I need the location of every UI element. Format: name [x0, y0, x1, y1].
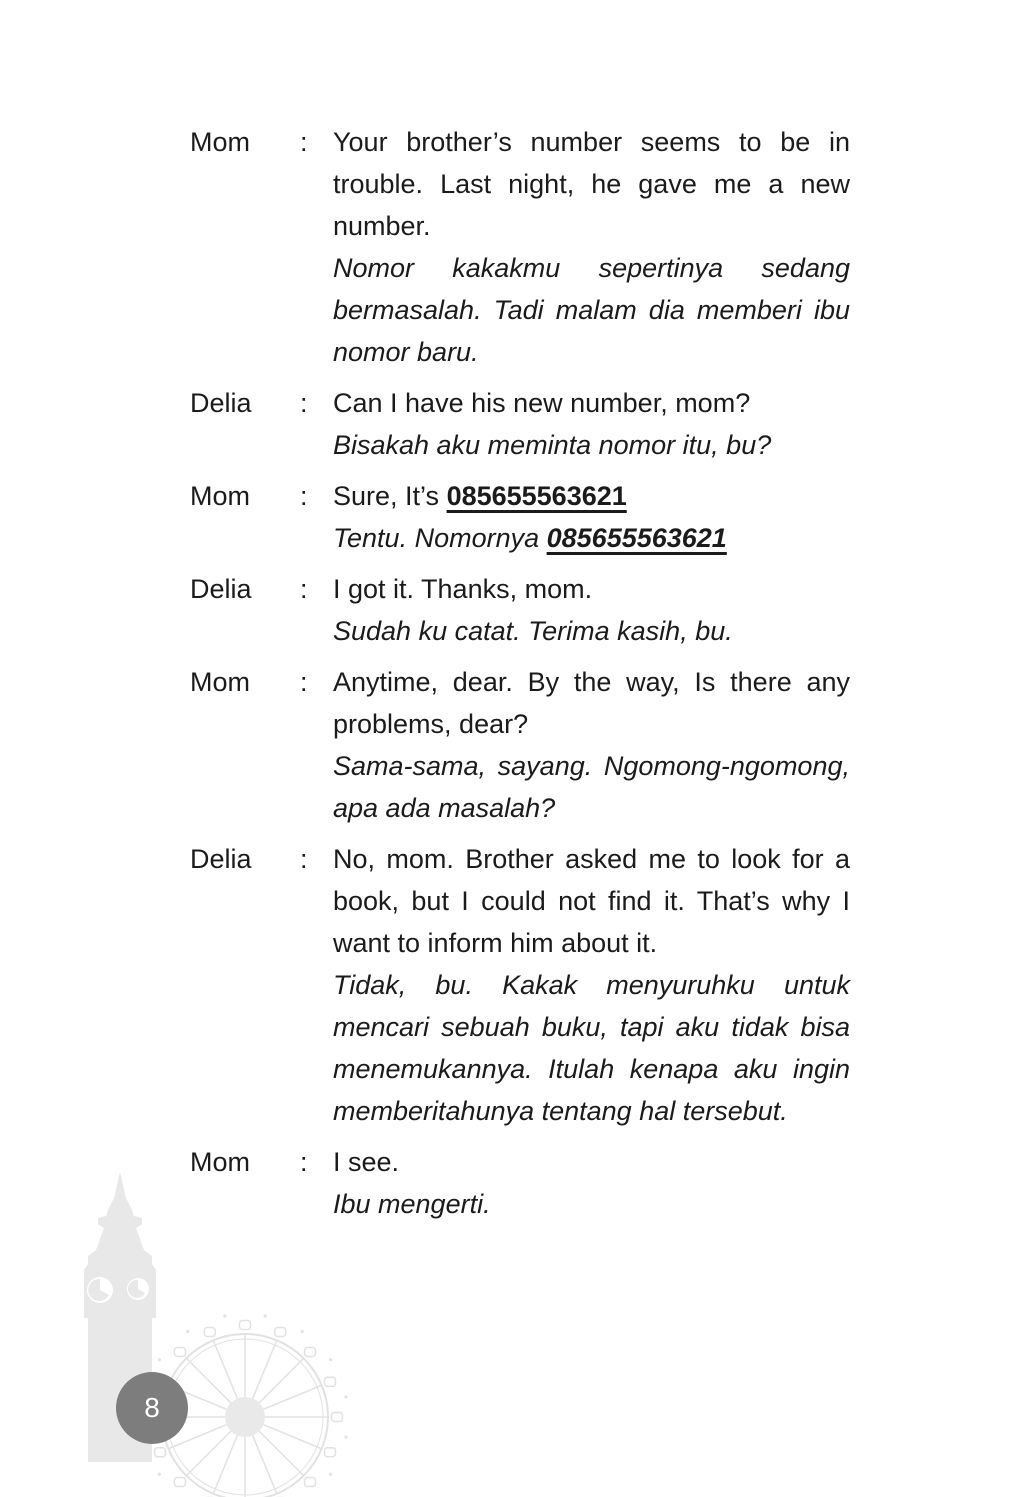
dialogue-text-segment: Nomor kakakmu sepertinya sedang bermasalah. Tadi malam dia memberi ibu nomor baru. [333, 253, 850, 367]
dialogue-text-segment: Sure, It’s [333, 481, 447, 511]
wheel-capsule [204, 1328, 215, 1337]
dialogue-text [333, 568, 850, 652]
dialogue-text-segment: Your brother’s number seems to be in trouble. Last night, he gave me a new number. [333, 127, 850, 241]
dialogue-entry [190, 661, 852, 829]
dialogue-indonesian [333, 424, 850, 466]
dialogue-text-segment: Bisakah aku meminta nomor itu, bu? [333, 430, 772, 460]
speaker-name: Delia [190, 844, 252, 874]
dialogue-entry [190, 568, 852, 652]
dialogue-text-segment: Anytime, dear. By the way, Is there any problems, dear? [333, 667, 850, 739]
dialogue-text [333, 121, 850, 373]
dialogue-text [333, 382, 850, 466]
wheel-dot [344, 1435, 347, 1438]
dialogue-english [333, 475, 850, 517]
dialogue-text [333, 1141, 850, 1225]
speaker-name: Mom [190, 1147, 250, 1177]
page-number-badge [116, 1372, 188, 1444]
wheel-capsule [275, 1328, 286, 1337]
speaker-name: Mom [190, 481, 250, 511]
speaker-colon: : [300, 388, 308, 418]
footer-decoration [0, 1150, 360, 1497]
dialogue-text [333, 475, 850, 559]
speaker-name: Delia [190, 574, 252, 604]
speaker-name: Mom [190, 127, 250, 157]
wheel-dot [329, 1358, 332, 1361]
dialogue-text-segment: 085655563621 [446, 481, 627, 511]
dialogue-indonesian [333, 745, 850, 829]
wheel-capsule [240, 1321, 251, 1330]
speaker-colon: : [300, 1147, 308, 1177]
wheel-capsule [324, 1377, 335, 1386]
speaker-colon: : [300, 574, 308, 604]
wheel-capsule [332, 1413, 343, 1422]
dialogue-entry [190, 475, 852, 559]
dialogue-text-segment: Sama-sama, sayang. Ngomong-ngomong, apa ada masalah? [333, 751, 850, 823]
dialogue-text-segment: Tentu. Nomornya [333, 523, 547, 553]
dialogue-text-segment: Sudah ku catat. Terima kasih, bu. [333, 616, 733, 646]
wheel-dot [344, 1395, 347, 1398]
wheel-dot [158, 1358, 161, 1361]
dialogue-english [333, 382, 850, 424]
speaker-colon: : [300, 667, 308, 697]
wheel-dot [329, 1473, 332, 1476]
dialogue-entry [190, 838, 852, 1132]
dialogue-indonesian [333, 247, 850, 373]
speaker-colon: : [300, 844, 308, 874]
wheel-capsule [305, 1347, 316, 1356]
dialogue-indonesian [333, 1183, 850, 1225]
speaker-name: Delia [190, 388, 252, 418]
dialogue-english [333, 1141, 850, 1183]
dialogue-indonesian [333, 610, 850, 652]
speaker-colon: : [300, 481, 308, 511]
wheel-dot [223, 1314, 226, 1317]
wheel-capsule [305, 1478, 316, 1487]
dialogue-text-segment: Can I have his new number, mom? [333, 388, 751, 418]
dialogue-indonesian [333, 517, 850, 559]
page-number: 8 [144, 1392, 160, 1423]
wheel-hub [225, 1397, 265, 1437]
speaker-name: Mom [190, 667, 250, 697]
dialogue-english [333, 838, 850, 964]
dialogue-entry [190, 121, 852, 373]
speaker-colon: : [300, 127, 308, 157]
dialogue-english [333, 568, 850, 610]
wheel-dot [301, 1330, 304, 1333]
dialogue-text [333, 838, 850, 1132]
dialogue-entry [190, 382, 852, 466]
dialogue-text-segment: Tidak, bu. Kakak menyuruhku untuk mencari sebuah buku, tapi aku tidak bisa menemukannya. Itulah kenapa aku ingin memberitahunya tentang hal tersebut. [333, 970, 850, 1126]
dialogue-text-segment: I see. [333, 1147, 400, 1177]
dialogue-text-segment: Ibu mengerti. [333, 1189, 491, 1219]
dialogue-english [333, 661, 850, 745]
wheel-dot [186, 1330, 189, 1333]
dialogue-section [190, 121, 852, 1234]
dialogue-text-segment: No, mom. Brother asked me to look for a book, but I could not find it. That’s why I want to inform him about it. [333, 844, 850, 958]
wheel-capsule [155, 1448, 166, 1457]
wheel-capsule [174, 1347, 185, 1356]
wheel-capsule [324, 1448, 335, 1457]
wheel-dot [158, 1473, 161, 1476]
dialogue-text [333, 661, 850, 829]
dialogue-english [333, 121, 850, 247]
dialogue-text-segment: I got it. Thanks, mom. [333, 574, 593, 604]
dialogue-text-segment: 085655563621 [546, 523, 727, 553]
dialogue-indonesian [333, 964, 850, 1132]
wheel-capsule [174, 1478, 185, 1487]
wheel-dot [263, 1314, 266, 1317]
